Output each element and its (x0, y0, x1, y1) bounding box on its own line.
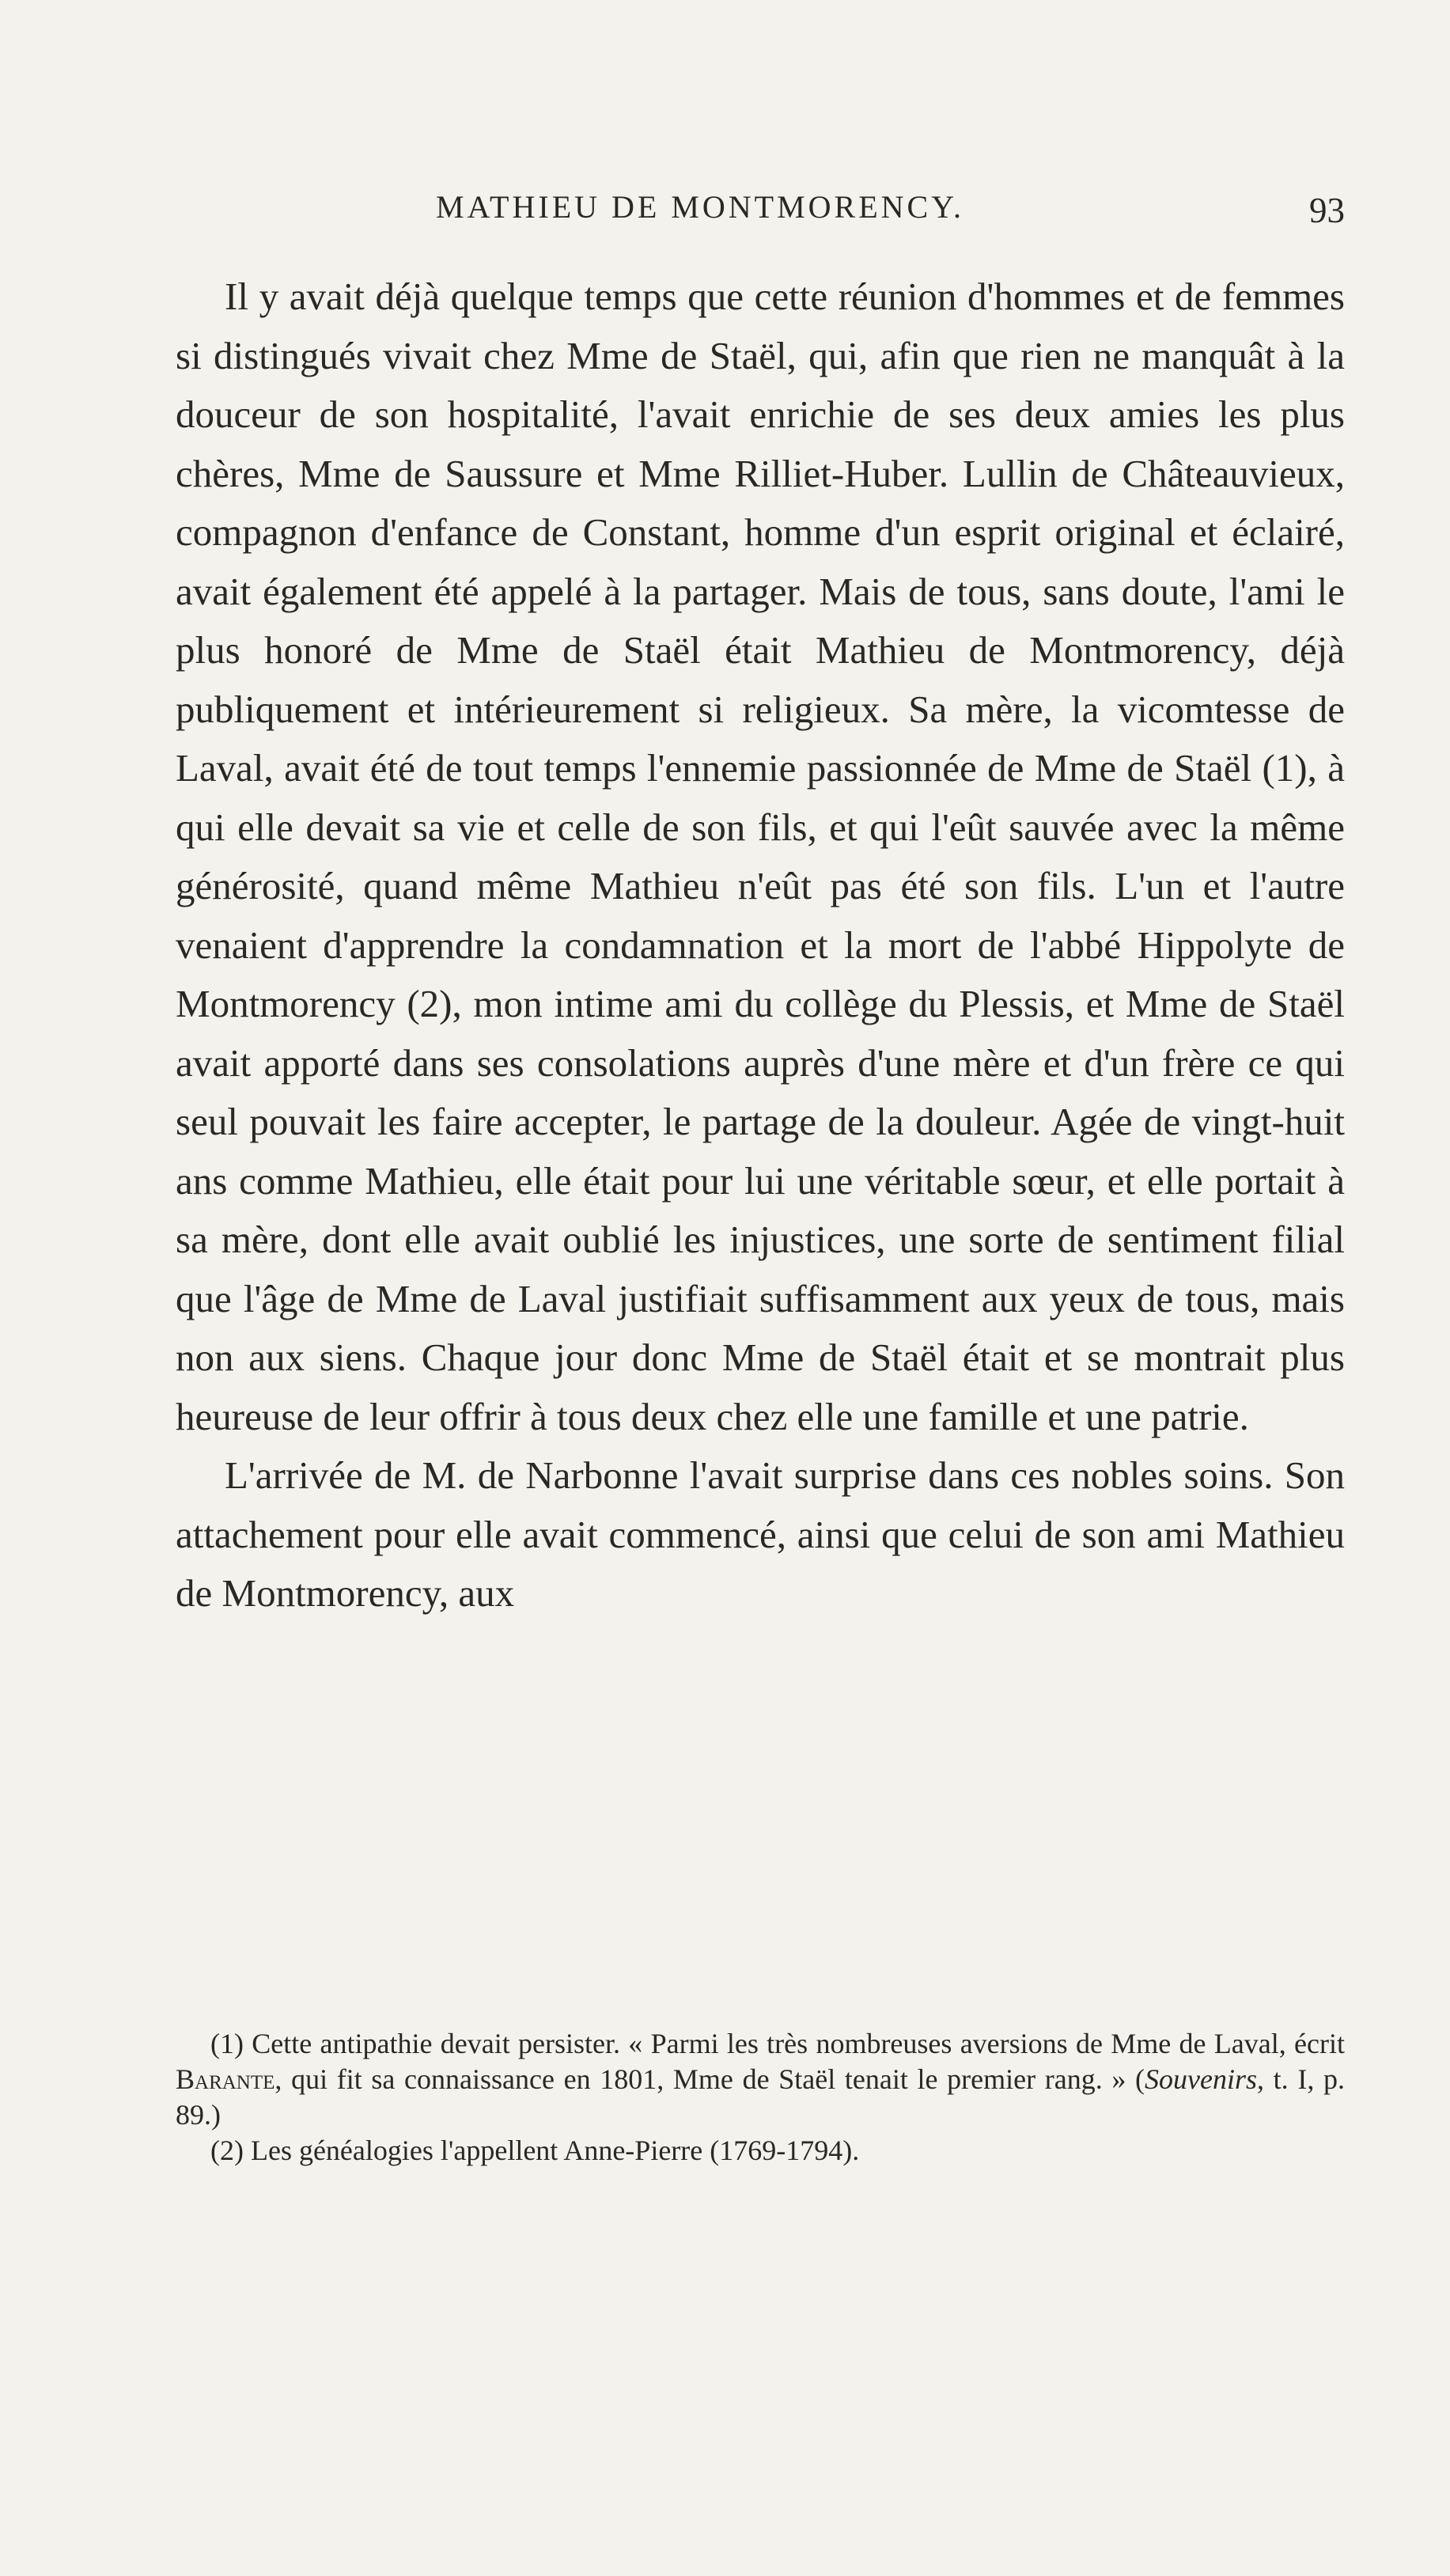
footnote-1-author: Barante (176, 2063, 275, 2095)
footnote-1-part-c: , t. I, p. 89.) (176, 2063, 1345, 2131)
paragraph-1: Il y avait déjà quelque temps que cette réunion d'hommes et de femmes si distingués vivait chez Mme de Staël, qui, afin que rien ne manquât à la douceur de son hospitalité, l'avait enrichie de ses deux amies les plus chères, Mme de Saussure et Mme Rilliet-Huber. Lullin de Châteauvieux, compagnon d'enfance de Constant, homme d'un esprit original et éclairé, avait également été appelé à la partager. Mais de tous, sans doute, l'ami le plus honoré de Mme de Staël était Mathieu de Montmorency, déjà publiquement et intérieurement si religieux. Sa mère, la vicomtesse de Laval, avait été de tout temps l'ennemie passionnée de Mme de Staël (1), à qui elle devait sa vie et celle de son fils, et qui l'eût sauvée avec la même générosité, quand même Mathieu n'eût pas été son fils. L'un et l'autre venaient d'apprendre la condamnation et la mort de l'abbé Hippolyte de Montmorency (2), mon intime ami du collège du Plessis, et Mme de Staël avait apporté dans ses consolations auprès d'une mère et d'un frère ce qui seul pouvait les faire accepter, le partage de la douleur. Agée de vingt-huit ans comme Mathieu, elle était pour lui une véritable sœur, et elle portait à sa mère, dont elle avait oublié les injustices, une sorte de sentiment filial que l'âge de Mme de Laval justifiait suffisamment aux yeux de tous, mais non aux siens. Chaque jour donc Mme de Staël était et se montrait plus heureuse de leur offrir à tous deux chez elle une famille et une patrie. (176, 275, 1345, 1438)
footnote-1-source-title: Souvenirs (1145, 2063, 1258, 2095)
page-header (178, 188, 1345, 236)
footnote-1-part-a: (1) Cette antipathie devait persister. « Parmi les très nombreuses aversions de Mme de Laval, écrit (210, 2028, 1345, 2059)
footnote-2: (2) Les généalogies l'appellent Anne-Pierre (1769-1794). (210, 2135, 860, 2166)
footnote-1-part-b: , qui fit sa connaissance en 1801, Mme de Staël tenait le premier rang. » ( (274, 2063, 1145, 2095)
running-title: MATHIEU DE MONTMORENCY. (436, 189, 964, 225)
page-number: 93 (1309, 191, 1345, 230)
footnotes (176, 2026, 1345, 2169)
footnote-1 (176, 2026, 1345, 2133)
paragraph-2: L'arrivée de M. de Narbonne l'avait surprise dans ces nobles soins. Son attachement pour elle avait commencé, ainsi que celui de son ami Mathieu de Montmorency, aux (176, 1453, 1345, 1615)
body-text (176, 267, 1345, 1623)
